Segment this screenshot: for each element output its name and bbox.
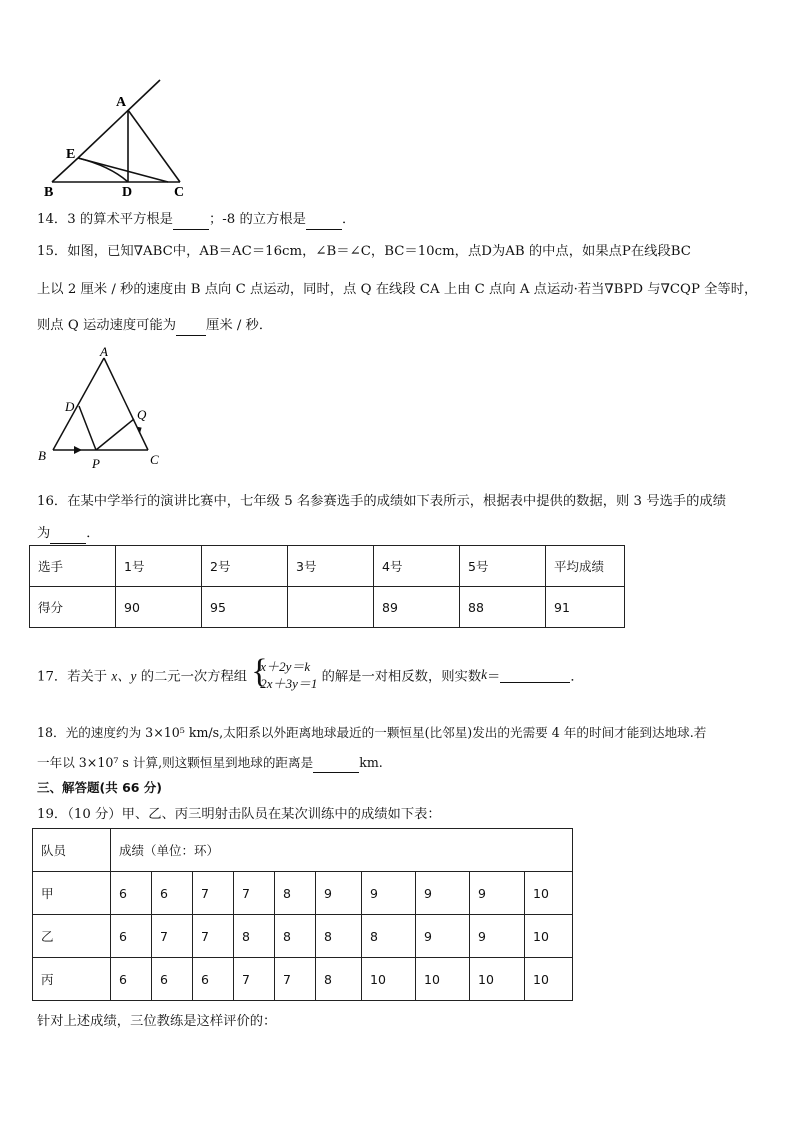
- table-header-cell: 选手: [30, 546, 116, 587]
- label-d: D: [122, 185, 133, 200]
- table-cell: 6: [111, 872, 152, 915]
- label-e: E: [66, 147, 76, 162]
- label-d: D: [65, 399, 75, 414]
- label-q: Q: [137, 407, 147, 422]
- answer-blank: [306, 214, 342, 230]
- segment-ac: [128, 110, 180, 182]
- equation-system: { x＋2y＝k 2x＋3y＝1: [251, 653, 318, 691]
- table-cell: 10: [525, 872, 573, 915]
- table-header-cell: 队员: [33, 829, 111, 872]
- answer-blank: [313, 757, 359, 773]
- table-cell: 6: [152, 872, 193, 915]
- table-cell: 甲: [33, 872, 111, 915]
- table-row: [33, 915, 573, 958]
- triangle-figure-q15: [36, 344, 176, 472]
- table-cell: 95: [202, 587, 288, 628]
- table-cell: 9: [316, 872, 362, 915]
- variable-names: x、y: [111, 668, 137, 684]
- segment-pq: [96, 419, 134, 450]
- segment-dp: [79, 406, 96, 450]
- question-16-line-2: 为 ．: [37, 522, 100, 544]
- triangle-figure-q13: [40, 78, 200, 200]
- label-c: C: [150, 452, 159, 467]
- segment-ab: [53, 358, 104, 450]
- table-header-cell: 2号: [202, 546, 288, 587]
- table-cell: 乙: [33, 915, 111, 958]
- table-cell: 7: [234, 958, 275, 1001]
- table-cell: 9: [416, 872, 470, 915]
- table-cell: 10: [362, 958, 416, 1001]
- table-row: [33, 872, 573, 915]
- table-cell: [288, 587, 374, 628]
- arrow-q: [136, 426, 142, 435]
- table-cell: 10: [525, 915, 573, 958]
- ray-through-a: [78, 80, 160, 158]
- table-cell: 9: [470, 915, 525, 958]
- table-q19-scores: [32, 828, 573, 1001]
- table-header-cell: 5号: [460, 546, 546, 587]
- section-heading: 三、解答题(共 66 分): [37, 780, 163, 795]
- table-cell: 得分: [30, 587, 116, 628]
- table-header-cell: 成绩（单位：环）: [111, 829, 573, 872]
- label-c: C: [174, 185, 185, 200]
- equation-1: x＋2y＝k: [260, 659, 311, 674]
- table-row: [33, 829, 573, 872]
- table-cell: 89: [374, 587, 460, 628]
- answer-blank: [176, 320, 206, 336]
- table-cell: 8: [362, 915, 416, 958]
- equation-2: 2x＋3y＝1: [260, 676, 318, 691]
- question-18-line-2: 一年以 3×10⁷ s 计算,则这颗恒星到地球的距离是 km.: [37, 752, 383, 773]
- variable-k: k: [481, 667, 488, 682]
- table-cell: 6: [111, 958, 152, 1001]
- question-15-line-2: 上以 2 厘米 / 秒的速度由 B 点向 C 点运动，同时，点 Q 在线段 CA 上由 C 点向 A 点运动·若当∇BPD 与∇CQP 全等时，: [37, 282, 758, 297]
- question-19-outro: 针对上述成绩，三位教练是这样评价的：: [37, 1014, 277, 1029]
- label-p: P: [92, 456, 100, 471]
- answer-blank: [50, 528, 86, 544]
- table-cell: 8: [316, 915, 362, 958]
- table-cell: 6: [111, 915, 152, 958]
- table-cell: 88: [460, 587, 546, 628]
- table-cell: 10: [470, 958, 525, 1001]
- table-row: [33, 958, 573, 1001]
- table-cell: 7: [193, 872, 234, 915]
- question-15-line-3: 则点 Q 运动速度可能为 厘米 / 秒．: [37, 314, 272, 336]
- table-cell: 丙: [33, 958, 111, 1001]
- table-cell: 6: [193, 958, 234, 1001]
- table-header-cell: 平均成绩: [546, 546, 625, 587]
- label-b: B: [38, 448, 46, 463]
- table-header-cell: 3号: [288, 546, 374, 587]
- table-cell: 7: [275, 958, 316, 1001]
- question-16-line-1: 16．在某中学举行的演讲比赛中，七年级 5 名参赛选手的成绩如下表所示，根据表中提供的数据，则 3 号选手的成绩: [37, 494, 726, 509]
- label-b: B: [44, 185, 54, 200]
- table-cell: 9: [470, 872, 525, 915]
- table-cell: 7: [152, 915, 193, 958]
- table-header-cell: 4号: [374, 546, 460, 587]
- label-a: A: [100, 344, 108, 359]
- arrow-p: [74, 446, 82, 454]
- answer-blank: [173, 214, 209, 230]
- question-18-line-1: 18．光的速度约为 3×10⁵ km/s,太阳系以外距离地球最近的一颗恒星(比邻星)发出的光需要 4 年的时间才能到达地球.若: [37, 725, 707, 740]
- table-cell: 9: [416, 915, 470, 958]
- question-14: 14．3 的算术平方根是 ；-8 的立方根是 ．: [37, 208, 355, 230]
- table-cell: 7: [193, 915, 234, 958]
- table-cell: 8: [275, 872, 316, 915]
- label-a: A: [116, 95, 127, 110]
- table-cell: 10: [525, 958, 573, 1001]
- table-cell: 10: [416, 958, 470, 1001]
- table-cell: 91: [546, 587, 625, 628]
- table-q16-scores: [29, 545, 625, 628]
- table-cell: 90: [116, 587, 202, 628]
- table-row: [30, 546, 625, 587]
- question-15-line-1: 15．如图，已知∇ABC中，AB＝AC＝16cm，∠B＝∠C，BC＝10cm，点D为AB 的中点，如果点P在线段BC: [37, 244, 691, 259]
- table-cell: 7: [234, 872, 275, 915]
- table-cell: 9: [362, 872, 416, 915]
- answer-blank: [500, 667, 570, 683]
- table-cell: 8: [316, 958, 362, 1001]
- question-19-intro: 19．（10 分）甲、乙、丙三明射击队员在某次训练中的成绩如下表：: [37, 807, 441, 822]
- table-cell: 8: [234, 915, 275, 958]
- table-cell: 8: [275, 915, 316, 958]
- table-header-cell: 1号: [116, 546, 202, 587]
- table-cell: 6: [152, 958, 193, 1001]
- table-row: [30, 587, 625, 628]
- segment-ac: [104, 358, 148, 450]
- question-17: 17．若关于 x、y 的二元一次方程组 { x＋2y＝k 2x＋3y＝1 的解是一对相反数，则实数k＝ ．: [37, 653, 584, 691]
